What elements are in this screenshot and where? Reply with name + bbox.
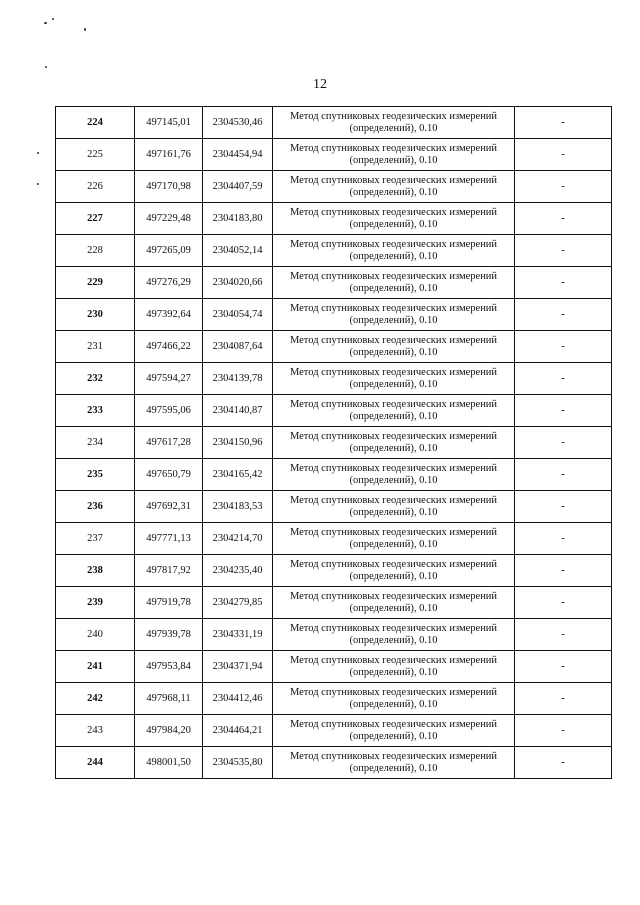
point-number-cell: 225 [56, 139, 135, 171]
table-row [56, 235, 612, 267]
x-coordinate-cell: 498001,50 [135, 747, 203, 779]
note-cell: - [515, 555, 612, 587]
table-row [56, 619, 612, 651]
note-cell: - [515, 107, 612, 139]
note-cell: - [515, 395, 612, 427]
method-cell [273, 427, 515, 459]
point-number-cell: 224 [56, 107, 135, 139]
method-cell [273, 587, 515, 619]
x-coordinate-cell: 497265,09 [135, 235, 203, 267]
method-cell [273, 331, 515, 363]
y-coordinate-cell: 2304139,78 [203, 363, 273, 395]
method-text: Метод спутниковых геодезических измерений [289, 526, 498, 538]
method-text: (определений), 0.10 [349, 634, 438, 646]
y-coordinate-cell: 2304165,42 [203, 459, 273, 491]
x-coordinate-cell: 497466,22 [135, 331, 203, 363]
method-text: (определений), 0.10 [349, 442, 438, 454]
method-text: (определений), 0.10 [349, 506, 438, 518]
table-row [56, 203, 612, 235]
method-text: (определений), 0.10 [349, 154, 438, 166]
method-text: (определений), 0.10 [349, 250, 438, 262]
table-row [56, 139, 612, 171]
x-coordinate-cell: 497919,78 [135, 587, 203, 619]
note-cell: - [515, 235, 612, 267]
y-coordinate-cell: 2304464,21 [203, 715, 273, 747]
note-cell: - [515, 171, 612, 203]
method-cell [273, 523, 515, 555]
method-text: (определений), 0.10 [349, 122, 438, 134]
method-cell [273, 203, 515, 235]
method-cell [273, 267, 515, 299]
note-cell: - [515, 651, 612, 683]
scan-speck [37, 183, 39, 185]
y-coordinate-cell: 2304371,94 [203, 651, 273, 683]
table-row [56, 459, 612, 491]
table-row [56, 555, 612, 587]
point-number-cell: 237 [56, 523, 135, 555]
y-coordinate-cell: 2304235,40 [203, 555, 273, 587]
method-cell [273, 299, 515, 331]
y-coordinate-cell: 2304020,66 [203, 267, 273, 299]
note-cell: - [515, 587, 612, 619]
x-coordinate-cell: 497595,06 [135, 395, 203, 427]
note-cell: - [515, 491, 612, 523]
y-coordinate-cell: 2304530,46 [203, 107, 273, 139]
point-number-cell: 244 [56, 747, 135, 779]
method-text: Метод спутниковых геодезических измерений [289, 398, 498, 410]
note-cell: - [515, 427, 612, 459]
note-cell: - [515, 139, 612, 171]
method-text: Метод спутниковых геодезических измерений [289, 718, 498, 730]
note-cell: - [515, 619, 612, 651]
point-number-cell: 230 [56, 299, 135, 331]
table-row [56, 267, 612, 299]
method-text: (определений), 0.10 [349, 218, 438, 230]
method-cell [273, 651, 515, 683]
x-coordinate-cell: 497229,48 [135, 203, 203, 235]
y-coordinate-cell: 2304535,80 [203, 747, 273, 779]
method-cell [273, 619, 515, 651]
page-number: 12 [313, 77, 327, 92]
table-row [56, 683, 612, 715]
note-cell: - [515, 523, 612, 555]
note-cell: - [515, 747, 612, 779]
x-coordinate-cell: 497650,79 [135, 459, 203, 491]
y-coordinate-cell: 2304331,19 [203, 619, 273, 651]
method-text: (определений), 0.10 [349, 282, 438, 294]
x-coordinate-cell: 497170,98 [135, 171, 203, 203]
method-text: Метод спутниковых геодезических измерений [289, 558, 498, 570]
table-row [56, 427, 612, 459]
table-row [56, 363, 612, 395]
method-text: (определений), 0.10 [349, 698, 438, 710]
method-text: (определений), 0.10 [349, 314, 438, 326]
method-text: Метод спутниковых геодезических измерений [289, 462, 498, 474]
point-number-cell: 236 [56, 491, 135, 523]
method-text: (определений), 0.10 [349, 730, 438, 742]
y-coordinate-cell: 2304454,94 [203, 139, 273, 171]
method-text: (определений), 0.10 [349, 538, 438, 550]
method-text: Метод спутниковых геодезических измерений [289, 302, 498, 314]
scan-speck [37, 152, 39, 154]
table-row [56, 715, 612, 747]
table-row [56, 651, 612, 683]
method-text: Метод спутниковых геодезических измерений [289, 238, 498, 250]
table-row [56, 395, 612, 427]
x-coordinate-cell: 497984,20 [135, 715, 203, 747]
y-coordinate-cell: 2304052,14 [203, 235, 273, 267]
x-coordinate-cell: 497771,13 [135, 523, 203, 555]
method-text: Метод спутниковых геодезических измерений [289, 110, 498, 122]
method-text: Метод спутниковых геодезических измерений [289, 270, 498, 282]
method-cell [273, 491, 515, 523]
y-coordinate-cell: 2304140,87 [203, 395, 273, 427]
point-number-cell: 226 [56, 171, 135, 203]
method-text: Метод спутниковых геодезических измерений [289, 590, 498, 602]
x-coordinate-cell: 497953,84 [135, 651, 203, 683]
x-coordinate-cell: 497817,92 [135, 555, 203, 587]
table-row [56, 171, 612, 203]
method-cell [273, 107, 515, 139]
note-cell: - [515, 203, 612, 235]
method-cell [273, 235, 515, 267]
point-number-cell: 241 [56, 651, 135, 683]
note-cell: - [515, 459, 612, 491]
method-text: Метод спутниковых геодезических измерений [289, 494, 498, 506]
y-coordinate-cell: 2304412,46 [203, 683, 273, 715]
scan-speck [84, 28, 86, 31]
point-number-cell: 234 [56, 427, 135, 459]
x-coordinate-cell: 497692,31 [135, 491, 203, 523]
scan-speck [45, 66, 47, 68]
table-row [56, 523, 612, 555]
y-coordinate-cell: 2304214,70 [203, 523, 273, 555]
x-coordinate-cell: 497617,28 [135, 427, 203, 459]
point-number-cell: 232 [56, 363, 135, 395]
method-text: Метод спутниковых геодезических измерений [289, 174, 498, 186]
method-text: (определений), 0.10 [349, 762, 438, 774]
x-coordinate-cell: 497145,01 [135, 107, 203, 139]
y-coordinate-cell: 2304087,64 [203, 331, 273, 363]
y-coordinate-cell: 2304407,59 [203, 171, 273, 203]
note-cell: - [515, 267, 612, 299]
method-text: Метод спутниковых геодезических измерений [289, 622, 498, 634]
method-text: Метод спутниковых геодезических измерений [289, 686, 498, 698]
method-text: (определений), 0.10 [349, 474, 438, 486]
x-coordinate-cell: 497392,64 [135, 299, 203, 331]
note-cell: - [515, 683, 612, 715]
method-cell [273, 747, 515, 779]
table-row [56, 747, 612, 779]
method-cell [273, 555, 515, 587]
table-row [56, 299, 612, 331]
table-row [56, 107, 612, 139]
method-text: (определений), 0.10 [349, 666, 438, 678]
method-cell [273, 459, 515, 491]
method-text: (определений), 0.10 [349, 186, 438, 198]
note-cell: - [515, 331, 612, 363]
point-number-cell: 235 [56, 459, 135, 491]
method-cell [273, 171, 515, 203]
method-text: Метод спутниковых геодезических измерений [289, 334, 498, 346]
method-cell [273, 715, 515, 747]
method-text: (определений), 0.10 [349, 378, 438, 390]
method-text: Метод спутниковых геодезических измерений [289, 430, 498, 442]
point-number-cell: 229 [56, 267, 135, 299]
method-text: Метод спутниковых геодезических измерений [289, 206, 498, 218]
method-text: Метод спутниковых геодезических измерений [289, 366, 498, 378]
x-coordinate-cell: 497968,11 [135, 683, 203, 715]
method-text: (определений), 0.10 [349, 410, 438, 422]
x-coordinate-cell: 497161,76 [135, 139, 203, 171]
method-text: (определений), 0.10 [349, 346, 438, 358]
method-cell [273, 139, 515, 171]
y-coordinate-cell: 2304183,53 [203, 491, 273, 523]
method-text: (определений), 0.10 [349, 602, 438, 614]
point-number-cell: 238 [56, 555, 135, 587]
method-cell [273, 363, 515, 395]
scan-speck [44, 22, 47, 24]
table-row [56, 491, 612, 523]
method-cell [273, 683, 515, 715]
method-cell [273, 395, 515, 427]
scan-speck [52, 18, 54, 20]
x-coordinate-cell: 497276,29 [135, 267, 203, 299]
point-number-cell: 240 [56, 619, 135, 651]
y-coordinate-cell: 2304150,96 [203, 427, 273, 459]
table-row [56, 331, 612, 363]
method-text: Метод спутниковых геодезических измерений [289, 142, 498, 154]
point-number-cell: 233 [56, 395, 135, 427]
coordinates-table [55, 106, 612, 779]
point-number-cell: 231 [56, 331, 135, 363]
point-number-cell: 242 [56, 683, 135, 715]
note-cell: - [515, 715, 612, 747]
y-coordinate-cell: 2304183,80 [203, 203, 273, 235]
point-number-cell: 228 [56, 235, 135, 267]
point-number-cell: 239 [56, 587, 135, 619]
y-coordinate-cell: 2304279,85 [203, 587, 273, 619]
point-number-cell: 227 [56, 203, 135, 235]
note-cell: - [515, 363, 612, 395]
note-cell: - [515, 299, 612, 331]
y-coordinate-cell: 2304054,74 [203, 299, 273, 331]
method-text: (определений), 0.10 [349, 570, 438, 582]
table-row [56, 587, 612, 619]
x-coordinate-cell: 497939,78 [135, 619, 203, 651]
x-coordinate-cell: 497594,27 [135, 363, 203, 395]
method-text: Метод спутниковых геодезических измерений [289, 654, 498, 666]
point-number-cell: 243 [56, 715, 135, 747]
method-text: Метод спутниковых геодезических измерений [289, 750, 498, 762]
